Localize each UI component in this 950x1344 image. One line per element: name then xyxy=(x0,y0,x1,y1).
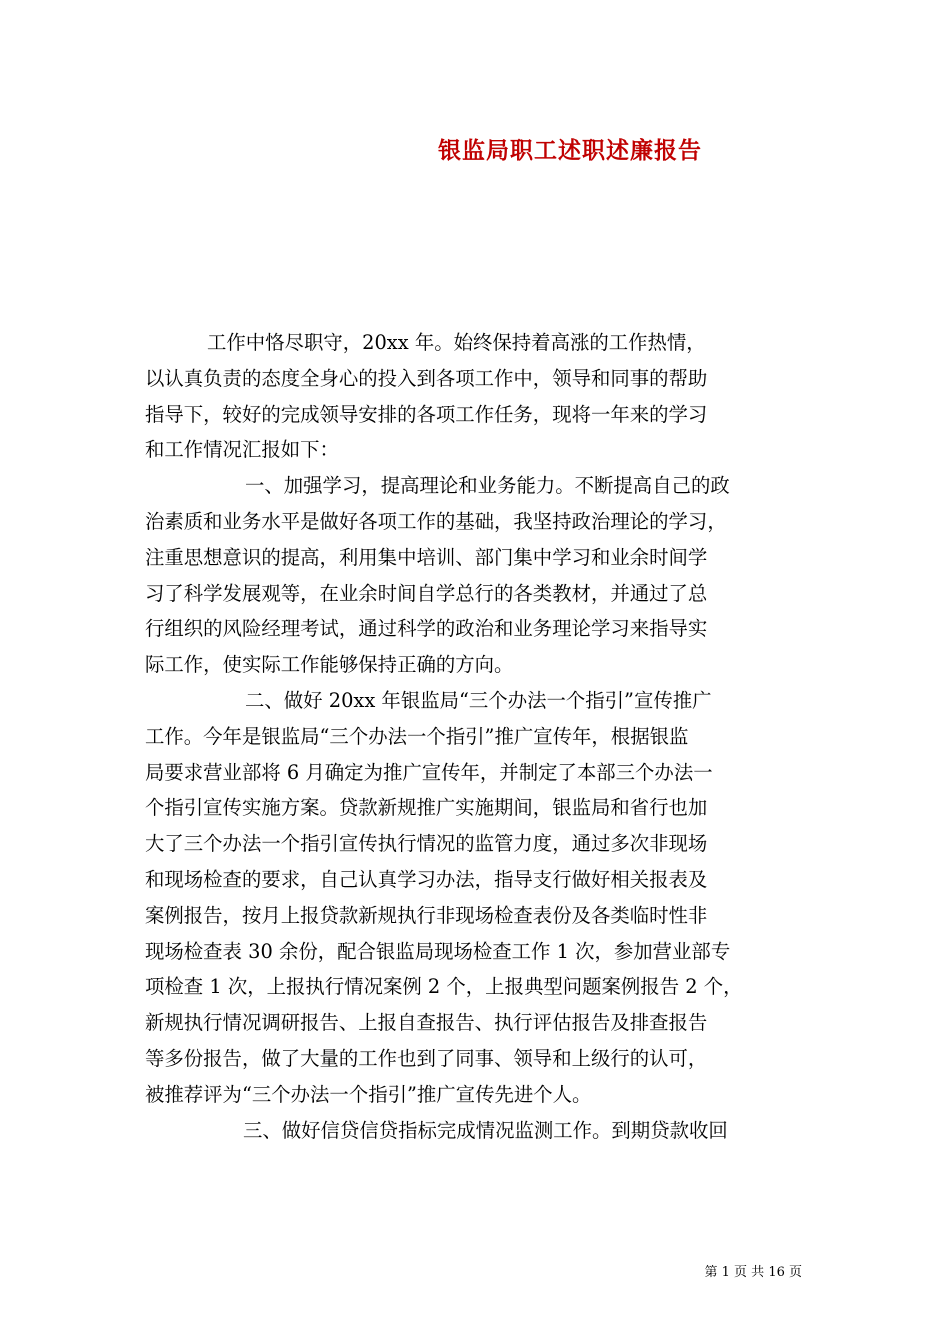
document-body xyxy=(145,325,815,1148)
body-line: 工作中恪尽职守，20xx 年。始终保持着高涨的工作热情， xyxy=(207,331,706,354)
page-footer: 第 1 页 共 16 页 xyxy=(704,1265,802,1280)
body-line: 项检查 1 次，上报执行情况案例 2 个，上报典型问题案例报告 2 个， xyxy=(145,975,743,999)
body-line: 治素质和业务水平是做好各项工作的基础，我坚持政治理论的学习， xyxy=(145,509,727,533)
body-line: 案例报告，按月上报贷款新规执行非现场检查表份及各类临时性非 xyxy=(145,903,708,927)
body-line: 和工作情况汇报如下： xyxy=(145,438,339,462)
body-line: 和现场检查的要求，自己认真学习办法，指导支行做好相关报表及 xyxy=(145,867,708,891)
body-line: 一、加强学习，提高理论和业务能力。不断提高自己的政 xyxy=(245,474,730,498)
body-line: 工作。今年是银监局“三个办法一个指引”推广宣传年，根据银监 xyxy=(145,724,689,748)
body-line: 大了三个办法一个指引宣传执行情况的监管力度，通过多次非现场 xyxy=(145,832,708,856)
body-line: 新规执行情况调研报告、上报自查报告、执行评估报告及排查报告 xyxy=(145,1011,708,1035)
body-line: 局要求营业部将 6 月确定为推广宣传年，并制定了本部三个办法一 xyxy=(145,760,713,784)
body-line: 三、做好信贷信贷指标完成情况监测工作。到期贷款收回 xyxy=(243,1118,728,1142)
body-line: 指导下，较好的完成领导安排的各项工作任务，现将一年来的学习 xyxy=(145,402,708,426)
body-line: 注重思想意识的提高，利用集中培训、部门集中学习和业余时间学 xyxy=(145,545,708,569)
body-line: 行组织的风险经理考试，通过科学的政治和业务理论学习来指导实 xyxy=(145,617,708,641)
body-line: 个指引宣传实施方案。贷款新规推广实施期间，银监局和省行也加 xyxy=(145,796,708,820)
body-line: 二、做好 20xx 年银监局“三个办法一个指引”宣传推广 xyxy=(245,688,712,712)
body-line: 现场检查表 30 余份，配合银监局现场检查工作 1 次，参加营业部专 xyxy=(145,939,731,963)
body-line: 际工作，使实际工作能够保持正确的方向。 xyxy=(145,653,514,677)
body-line: 习了科学发展观等，在业余时间自学总行的各类教材，并通过了总 xyxy=(145,581,708,605)
body-line: 等多份报告，做了大量的工作也到了同事、领导和上级行的认可， xyxy=(145,1046,708,1070)
body-line: 被推荐评为“三个办法一个指引”推广宣传先进个人。 xyxy=(145,1082,592,1106)
document-title: 银监局职工述职述廉报告 xyxy=(438,137,702,164)
body-line: 以认真负责的态度全身心的投入到各项工作中，领导和同事的帮助 xyxy=(145,366,708,390)
